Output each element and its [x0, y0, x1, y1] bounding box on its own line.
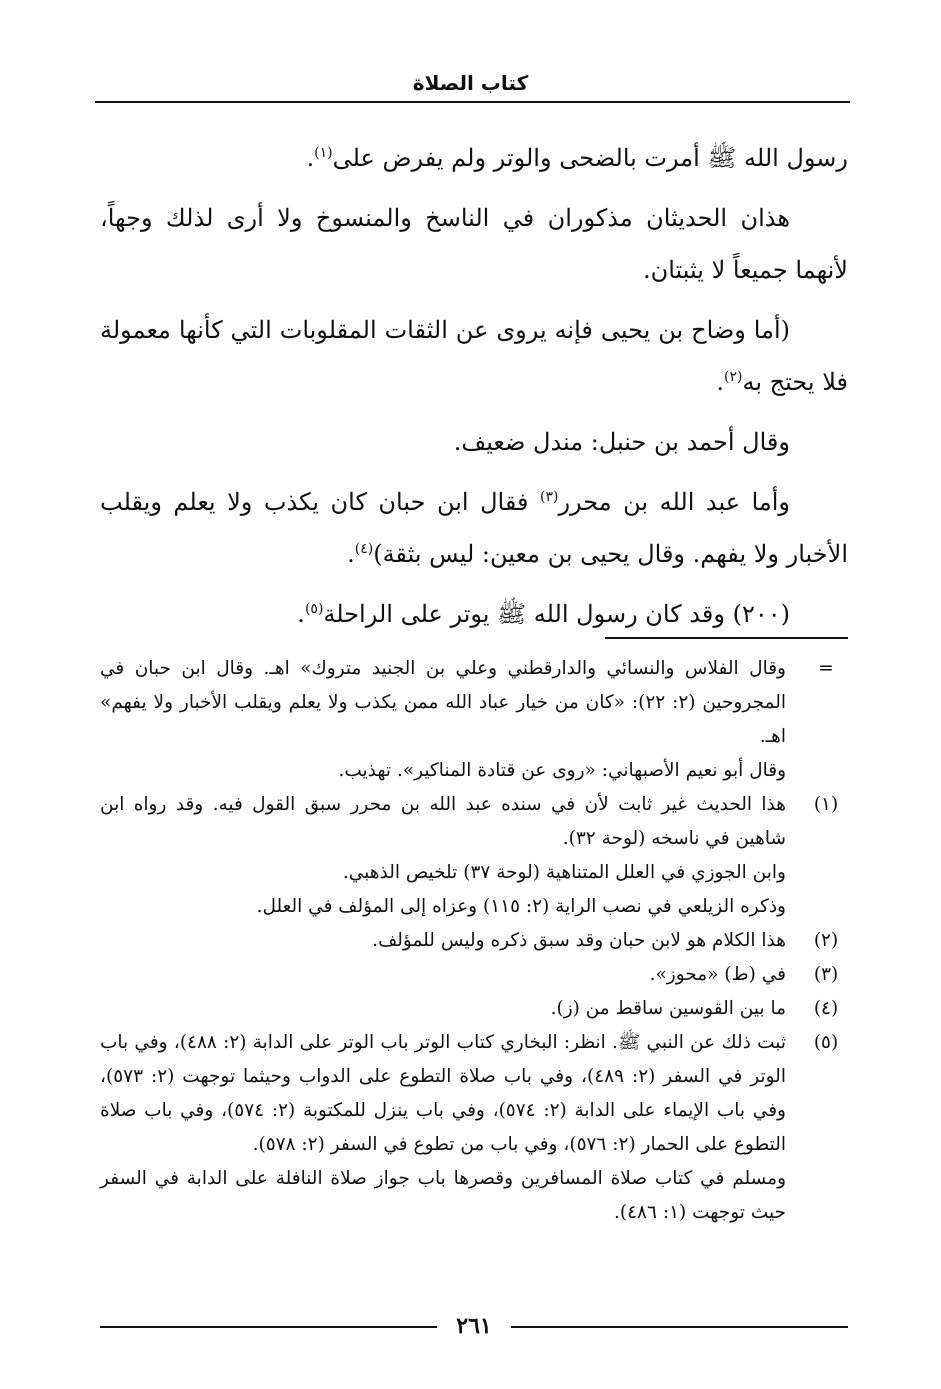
footnote-1-line-3: وذكره الزيلعي في نصب الراية (٢: ١١٥) وعزاه إلى المؤلف في العلل. [256, 896, 786, 917]
footnote-3-line-1: في (ط) «محوز». [649, 964, 786, 985]
footnote-separator [605, 637, 848, 639]
footnote-2-line-1: هذا الكلام هو لابن حبان وقد سبق ذكره وليس للمؤلف. [372, 930, 786, 951]
paragraph-4-text: وقال أحمد بن حنبل: مندل ضعيف. [453, 428, 790, 456]
paragraph-3-end: . [716, 368, 725, 396]
running-header: كتاب الصلاة [412, 71, 529, 95]
footnote-5 [100, 1026, 848, 1230]
footnote-1-line-1: هذا الحديث غير ثابت لأن في سنده عبد الله بن محرر سبق القول فيه. وقد رواه ابن شاهين في ناسخه (لوحة ٣٢). [100, 794, 786, 849]
footnote-5-line-1: ثبت ذلك عن النبي ﷺ. انظر: البخاري كتاب الوتر باب الوتر على الدابة (٢: ٤٨٨)، وفي باب الوتر في السفر (٢: ٤٨٩)، وفي باب صلاة التطوع على الدواب وحيثما توجهت (٢: ٥٧٣)، وفي باب الإيماء على الدابة (٢: ٥٧٤)، وفي باب ينزل للمكتوبة (٢: ٥٧٤)، وفي باب صلاة التطوع على الحمار (٢: ٥٧٦)، وفي باب من تطوع في السفر (٢: ٥٧٨). [100, 1032, 786, 1155]
header-rule [95, 101, 850, 103]
footnote-ref-3[interactable]: (٣) [539, 489, 559, 505]
footnote-label-5: (٥) [813, 1032, 839, 1053]
paragraph-5-text-a: وأما عبد الله بن محرر [558, 488, 790, 516]
paragraph-1 [100, 132, 848, 184]
footnote-4-line-1: ما بين القوسين ساقط من (ز). [550, 998, 786, 1019]
footnote-1-line-2: وابن الجوزي في العلل المتناهية (لوحة ٣٧) تلخيص الذهبي. [342, 862, 786, 883]
main-text [100, 132, 848, 648]
footnote-1 [100, 788, 848, 924]
paragraph-1-text: رسول الله ﷺ أمرت بالضحى والوتر ولم يفرض على [332, 144, 848, 172]
footer-rule-left [100, 1326, 437, 1328]
paragraph-3-text: (أما وضاح بن يحيى فإنه يروى عن الثقات المقلوبات التي كأنها معمولة فلا يحتج به [100, 316, 848, 396]
paragraph-3 [100, 304, 848, 408]
footnote-label-4: (٤) [813, 998, 839, 1019]
paragraph-4 [100, 416, 848, 468]
page-number: ٢٦١ [456, 1313, 492, 1339]
paragraph-2 [100, 192, 848, 296]
footnote-4 [100, 992, 848, 1026]
paragraph-5 [100, 476, 848, 580]
footer-rule-right [511, 1326, 848, 1328]
paragraph-5-end: . [347, 540, 355, 568]
page-footer [100, 1312, 848, 1342]
footnote-cont-line-1: وقال الفلاس والنسائي والدارقطني وعلي بن الجنيد متروك» اهـ. وقال ابن حبان في المجروحين (٢: ٢٢): «كان من خيار عباد الله ممن يكذب ولا يعلم ويقلب الأخبار ولا يفهم» اهـ. [100, 658, 786, 747]
paragraph-2-text: هذان الحديثان مذكوران في الناسخ والمنسوخ ولا أرى لذلك وجهاً، لأنهما جميعاً لا يثبتان. [100, 204, 848, 284]
paragraph-5-text-b: فقال ابن حبان كان يكذب ولا يعلم ويقلب الأخبار ولا يفهم. وقال يحيى بن معين: ليس بثقة) [100, 488, 848, 568]
paragraph-1-end: . [306, 144, 315, 172]
paragraph-6-text: (٢٠٠) وقد كان رسول الله ﷺ يوتر على الراحلة [323, 600, 790, 628]
footnote-label-cont: = [818, 658, 834, 679]
footnote-continuation [100, 652, 848, 788]
footnote-label-2: (٢) [813, 930, 839, 951]
footnote-ref-2[interactable]: (٢) [724, 369, 743, 385]
footnote-label-3: (٣) [813, 964, 839, 985]
footnote-label-1: (١) [813, 794, 839, 815]
footnote-3 [100, 958, 848, 992]
paragraph-6-end: . [297, 600, 305, 628]
footnote-ref-4[interactable]: (٤) [354, 541, 374, 557]
footnote-ref-5[interactable]: (٥) [304, 601, 324, 617]
footnote-5-line-2: ومسلم في كتاب صلاة المسافرين وقصرها باب جواز صلاة النافلة على الدابة في السفر حيث توجهت (١: ٤٨٦). [100, 1168, 786, 1223]
footnote-2 [100, 924, 848, 958]
paragraph-6 [100, 588, 848, 640]
footnotes [100, 652, 848, 1230]
footnote-ref-1[interactable]: (١) [314, 145, 333, 161]
footnote-cont-line-2: وقال أبو نعيم الأصبهاني: «روى عن قتادة المناكير». تهذيب. [338, 760, 786, 781]
